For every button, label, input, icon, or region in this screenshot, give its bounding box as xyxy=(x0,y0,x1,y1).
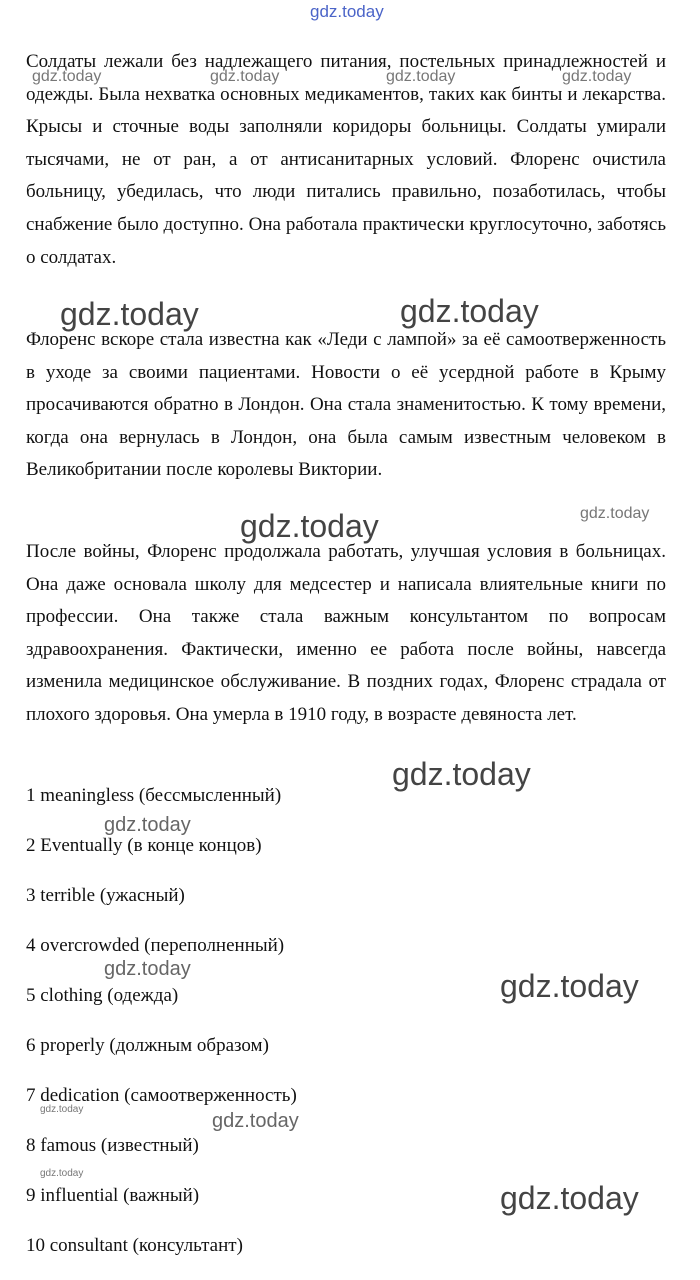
watermark: gdz.today xyxy=(104,958,191,980)
watermark: gdz.today xyxy=(40,1104,84,1115)
vocabulary-item-8: 8 famous (известный) xyxy=(26,1135,199,1156)
paragraph-3: После войны, Флоренс продолжала работать, улучшая условия в больницах. Она даже основала школу для медсестер и написала влиятельные книги по профессии. Она также стала важным консультантом по вопросам здравоохранения. Фактически, именно ее работа после войны, навсегда изменила медицинское обслуживание. В поздних годах, Флоренс страдала от плохого здоровья. Она умерла в 1910 году, в возрасте девяноста лет. xyxy=(26,541,666,725)
watermark: gdz.today xyxy=(310,2,384,21)
vocabulary-item-5: 5 clothing (одежда) xyxy=(26,985,179,1006)
vocabulary-item-4: 4 overcrowded (переполненный) xyxy=(26,935,285,956)
vocabulary-item-1: 1 meaningless (бессмысленный) xyxy=(26,785,282,806)
vocabulary-item-2: 2 Eventually (в конце концов) xyxy=(26,835,262,856)
vocabulary-item-3: 3 terrible (ужасный) xyxy=(26,885,185,906)
watermark: gdz.today xyxy=(104,814,191,836)
watermark: gdz.today xyxy=(212,1110,299,1132)
watermark: gdz.today xyxy=(40,1168,84,1179)
watermark: gdz.today xyxy=(210,68,280,85)
watermark: gdz.today xyxy=(400,293,539,329)
vocabulary-item-10: 10 consultant (консультант) xyxy=(26,1235,243,1256)
watermark: gdz.today xyxy=(386,68,456,85)
vocabulary-item-7: 7 dedication (самоотверженность) xyxy=(26,1085,297,1106)
watermark: gdz.today xyxy=(580,505,650,522)
watermark: gdz.today xyxy=(32,68,102,85)
watermark: gdz.today xyxy=(562,68,632,85)
watermark: gdz.today xyxy=(392,756,531,792)
paragraph-1: Солдаты лежали без надлежащего питания, постельных принадлежностей и одежды. Была нехватка основных медикаментов, таких как бинты и лекарства. Крысы и сточные воды заполняли коридоры больницы. Солдаты умирали тысячами, не от ран, а от антисанитарных условий. Флоренс очистила больницу, убедилась, что люди питались правильно, позаботилась, чтобы снабжение было доступно. Она работала практически круглосуточно, заботясь о солдатах. xyxy=(26,51,666,268)
vocabulary-item-9: 9 influential (важный) xyxy=(26,1185,200,1206)
watermark: gdz.today xyxy=(60,296,199,332)
watermark: gdz.today xyxy=(240,508,379,544)
watermark: gdz.today xyxy=(500,1180,639,1216)
vocabulary-item-6: 6 properly (должным образом) xyxy=(26,1035,269,1056)
paragraph-2: Флоренс вскоре стала известна как «Леди с лампой» за её самоотверженность в уходе за своими пациентами. Новости о её усердной работе в Крыму просачиваются обратно в Лондон. Она стала знаменитостью. К тому времени, когда она вернулась в Лондон, она была самым известным человеком в Великобритании после королевы Виктории. xyxy=(26,329,666,481)
watermark: gdz.today xyxy=(500,968,639,1004)
